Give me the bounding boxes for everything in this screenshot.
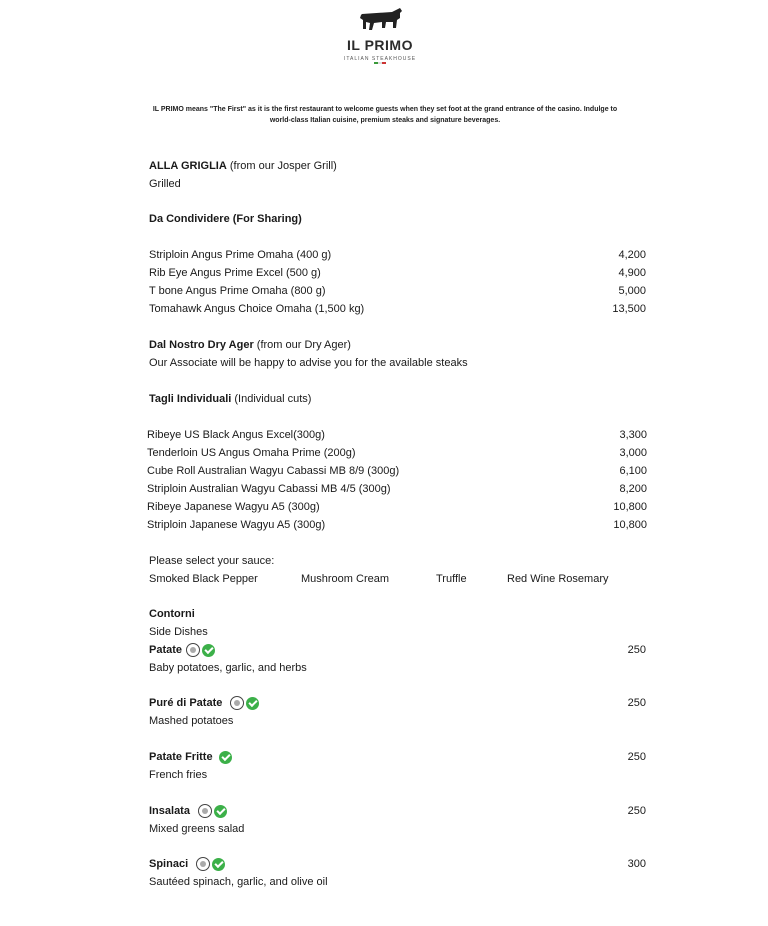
- sauce-option: Red Wine Rosemary: [507, 573, 609, 585]
- sharing-item-price: 4,900: [618, 267, 646, 279]
- intro-text: IL PRIMO means "The First" as it is the first restaurant to welcome guests when they set foot at the grand entrance of the casino. Indulge to world-class Italian cuisine, premium steaks and signature beverages.: [152, 106, 618, 124]
- grill-title: ALLA GRIGLIA (from our Josper Grill): [149, 160, 337, 172]
- side-item-name: Insalata: [149, 805, 190, 817]
- side-item-price: 250: [627, 697, 646, 709]
- side-item-price: 300: [627, 858, 646, 870]
- individual-item-name: Tenderloin US Angus Omaha Prime (200g): [147, 447, 356, 459]
- sharing-item-price: 5,000: [618, 285, 646, 297]
- sauce-option: Smoked Black Pepper: [149, 573, 258, 585]
- grill-subtitle: Grilled: [149, 178, 181, 190]
- flag-mark: [374, 51, 386, 53]
- sharing-item-name: T bone Angus Prime Omaha (800 g): [149, 285, 326, 297]
- individual-item-price: 8,200: [619, 483, 647, 495]
- individual-item-price: 10,800: [613, 501, 647, 513]
- logo: [330, 4, 480, 84]
- side-item-desc: Baby potatoes, garlic, and herbs: [149, 662, 307, 674]
- side-item-price: 250: [627, 751, 646, 763]
- sharing-item-price: 4,200: [618, 249, 646, 261]
- individual-item-name: Ribeye Japanese Wagyu A5 (300g): [147, 501, 320, 513]
- check-icon: [214, 805, 227, 818]
- individual-item-name: Cube Roll Australian Wagyu Cabassi MB 8/9 (300g): [147, 465, 400, 477]
- side-item-desc: Mashed potatoes: [149, 715, 234, 727]
- sharing-title: Da Condividere (For Sharing): [149, 213, 302, 225]
- side-item-title: [149, 855, 225, 873]
- side-item-name: Patate: [149, 644, 183, 656]
- sauce-prompt: Please select your sauce:: [149, 555, 275, 567]
- check-icon: [246, 697, 259, 710]
- sides-title: Contorni: [149, 608, 195, 620]
- individual-item-name: Striploin Australian Wagyu Cabassi MB 4/5 (300g): [147, 483, 391, 495]
- individual-item-price: 3,300: [619, 429, 647, 441]
- side-item-desc: Mixed greens salad: [149, 823, 245, 835]
- vegetarian-icon: [196, 857, 210, 871]
- brand-subtitle: ITALIAN STEAKHOUSE: [343, 56, 417, 62]
- side-item-title: [149, 694, 259, 712]
- sauce-option: Truffle: [436, 573, 467, 585]
- cow-icon: [330, 4, 430, 38]
- vegetarian-icon: [198, 804, 212, 818]
- vegetarian-icon: [186, 643, 200, 657]
- individual-item-price: 3,000: [619, 447, 647, 459]
- individual-item-price: 10,800: [613, 519, 647, 531]
- individual-title: Tagli Individuali (Individual cuts): [149, 393, 312, 405]
- check-icon: [202, 644, 215, 657]
- side-item-desc: Sautéed spinach, garlic, and olive oil: [149, 876, 328, 888]
- sharing-item-name: Striploin Angus Prime Omaha (400 g): [149, 249, 332, 261]
- individual-item-name: Striploin Japanese Wagyu A5 (300g): [147, 519, 326, 531]
- side-item-name: Patate Fritte: [149, 751, 213, 763]
- side-item-title: [149, 748, 232, 766]
- side-item-name: Puré di Patate: [149, 697, 223, 709]
- side-item-name: Spinaci: [149, 858, 189, 870]
- sides-subtitle: Side Dishes: [149, 626, 208, 638]
- vegetarian-icon: [230, 696, 244, 710]
- sharing-item-name: Tomahawk Angus Choice Omaha (1,500 kg): [149, 303, 365, 315]
- side-item-title: [149, 802, 227, 820]
- side-item-title: [149, 641, 215, 659]
- check-icon: [219, 751, 232, 764]
- dry-ager-title: Dal Nostro Dry Ager (from our Dry Ager): [149, 339, 351, 351]
- sharing-item-name: Rib Eye Angus Prime Excel (500 g): [149, 267, 321, 279]
- side-item-price: 250: [627, 644, 646, 656]
- dry-ager-note: Our Associate will be happy to advise you for the available steaks: [149, 357, 468, 369]
- brand-name: IL PRIMO: [347, 37, 413, 53]
- check-icon: [212, 858, 225, 871]
- sauce-option: Mushroom Cream: [301, 573, 390, 585]
- individual-item-name: Ribeye US Black Angus Excel(300g): [147, 429, 325, 441]
- individual-item-price: 6,100: [619, 465, 647, 477]
- sharing-item-price: 13,500: [612, 303, 646, 315]
- side-item-price: 250: [627, 805, 646, 817]
- side-item-desc: French fries: [149, 769, 208, 781]
